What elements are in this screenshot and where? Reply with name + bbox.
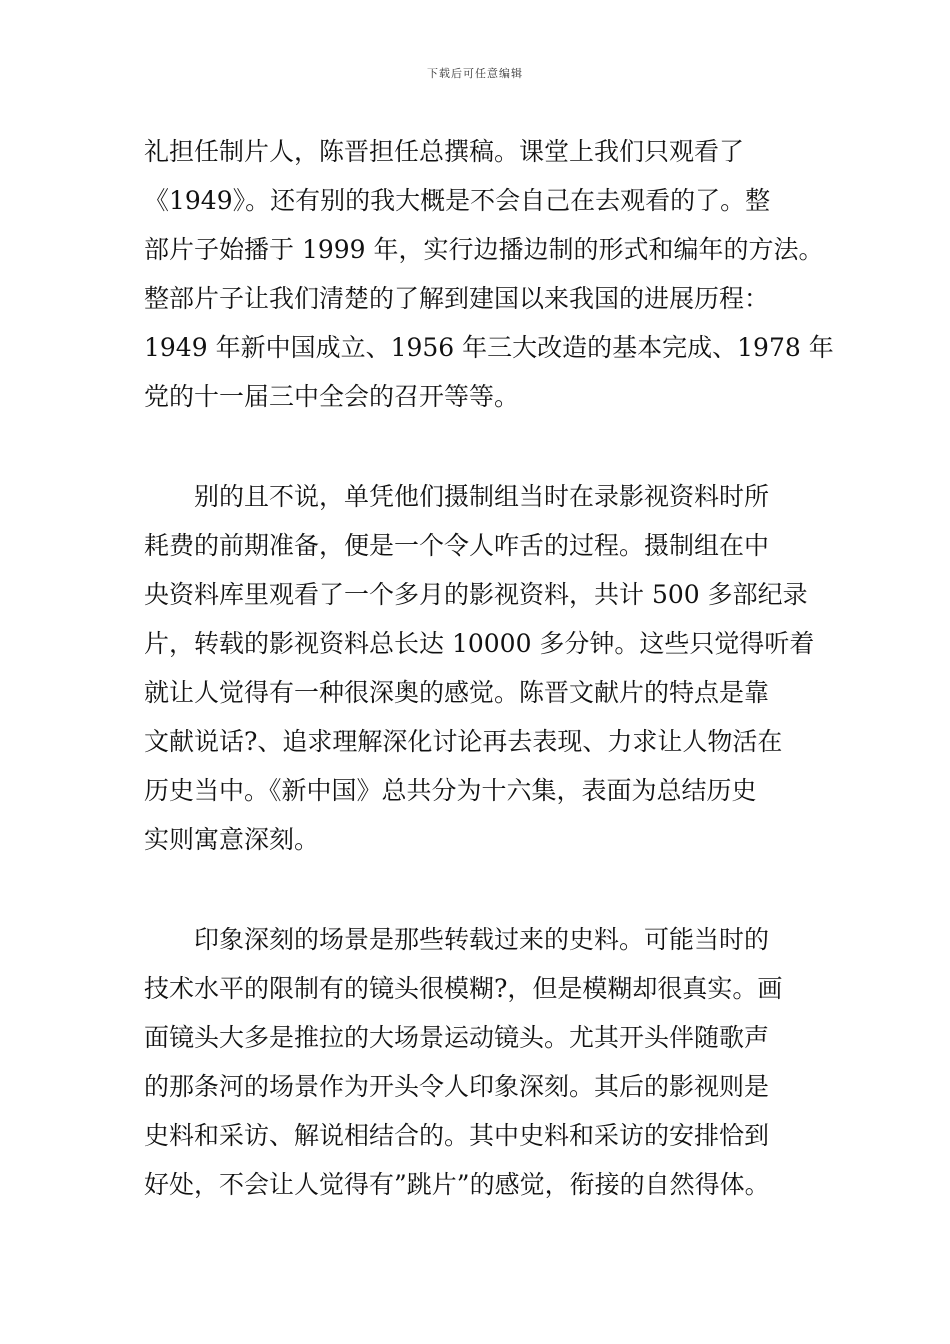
paragraph-3-line-1: 印象深刻的场景是那些转载过来的史料。可能当时的	[144, 925, 770, 954]
paragraph-2-line-2: 耗费的前期准备，便是一个令人咋舌的过程。摄制组在中	[144, 531, 770, 560]
paragraph-2-line-1: 别的且不说，单凭他们摄制组当时在录影视资料时所	[144, 482, 770, 511]
paragraph-2-line-6: 文献说话?、追求理解深化讨论再去表现、力求让人物活在	[144, 727, 783, 756]
paragraph-3-line-3: 面镜头大多是推拉的大场景运动镜头。尤其开头伴随歌声	[144, 1023, 770, 1052]
paragraph-2-line-5: 就让人觉得有一种很深奥的感觉。陈晋文献片的特点是靠	[144, 678, 770, 707]
paragraph-1-line-2: 《1949》。还有别的我大概是不会自己在去观看的了。整	[144, 186, 771, 215]
paragraph-2-line-4: 片，转载的影视资料总长达 10000 多分钟。这些只觉得听着	[144, 629, 815, 658]
paragraph-1-line-4: 整部片子让我们清楚的了解到建国以来我国的进展历程：	[144, 284, 770, 313]
page-header: 下载后可任意编辑	[427, 67, 523, 80]
paragraph-1-line-3: 部片子始播于 1999 年，实行边播边制的形式和编年的方法。	[144, 235, 824, 264]
paragraph-1-line-1: 礼担任制片人，陈晋担任总撰稿。课堂上我们只观看了	[144, 137, 745, 166]
paragraph-2-line-3: 央资料库里观看了一个多月的影视资料，共计 500 多部纪录	[144, 580, 808, 609]
paragraph-3-line-2: 技术水平的限制有的镜头很模糊?，但是模糊却很真实。画	[144, 974, 783, 1003]
paragraph-2-line-7: 历史当中。《新中国》总共分为十六集，表面为总结历史	[144, 776, 757, 805]
paragraph-3-line-6: 好处，不会让人觉得有”跳片”的感觉，衔接的自然得体。	[144, 1170, 770, 1199]
paragraph-1-line-6: 党的十一届三中全会的召开等等。	[144, 382, 520, 411]
paragraph-2-line-8: 实则寓意深刻。	[144, 825, 320, 854]
paragraph-3-line-4: 的那条河的场景作为开头令人印象深刻。其后的影视则是	[144, 1072, 770, 1101]
paragraph-3-line-5: 史料和采访、解说相结合的。其中史料和采访的安排恰到	[144, 1121, 770, 1150]
paragraph-1-line-5: 1949 年新中国成立、1956 年三大改造的基本完成、1978 年	[144, 333, 834, 362]
